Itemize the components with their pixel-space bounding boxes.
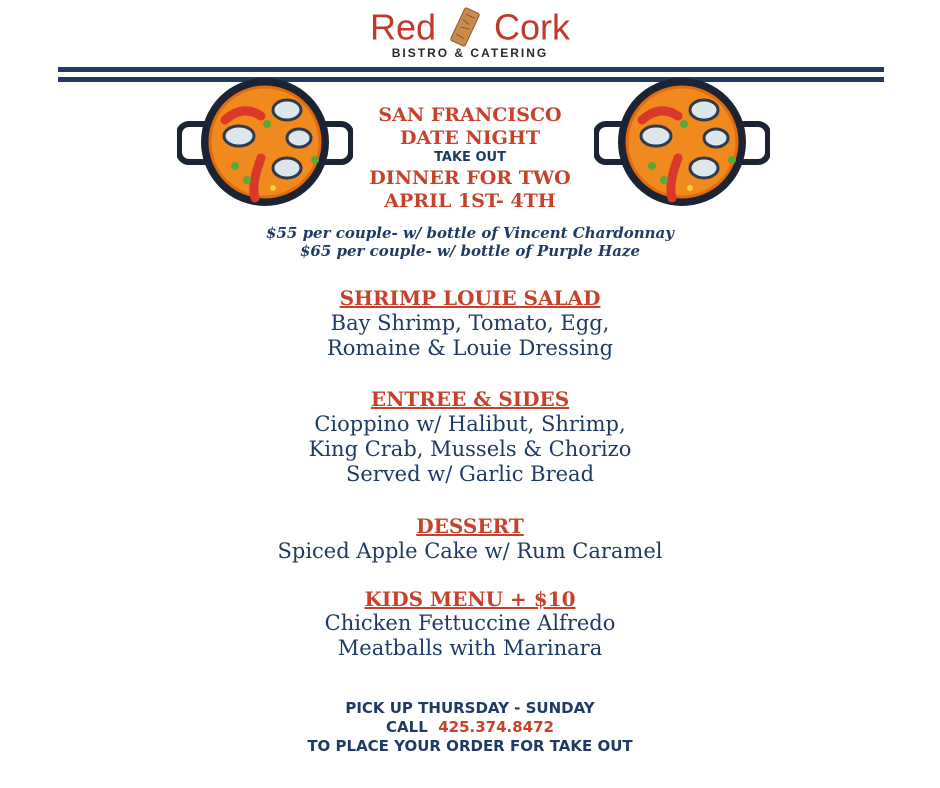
footer-call (0, 718, 940, 736)
logo-subtitle: BISTRO & CATERING (391, 46, 549, 60)
menu-line: Served w/ Garlic Bread (345, 462, 595, 486)
menu-line: Chicken Fettuccine Alfredo (324, 611, 616, 635)
footer-call-label: CALL (386, 718, 428, 736)
logo-word-red: Red (369, 6, 436, 48)
logo-word-cork: Cork (494, 6, 571, 48)
headline-take-out: TAKE OUT (434, 150, 506, 165)
menu-line: Romaine & Louie Dressing (326, 336, 614, 360)
menu-line: King Crab, Mussels & Chorizo (308, 437, 632, 461)
menu-line: Bay Shrimp, Tomato, Egg, (330, 311, 610, 335)
headline-city: SAN FRANCISCO (378, 104, 562, 126)
headline-dinner-for-two: DINNER FOR TWO (369, 167, 571, 189)
footer-pickup: PICK UP THURSDAY - SUNDAY (345, 699, 595, 717)
footer-order: TO PLACE YOUR ORDER FOR TAKE OUT (307, 737, 633, 755)
price-line-chardonnay: $55 per couple- w/ bottle of Vincent Chardonnay (266, 224, 674, 242)
menu-line: Meatballs with Marinara (337, 636, 603, 660)
price-line-purple-haze: $65 per couple- w/ bottle of Purple Haze (299, 242, 640, 260)
menu-line: Cioppino w/ Halibut, Shrimp, (314, 412, 626, 436)
logo (0, 4, 940, 48)
section-title-entree: ENTREE & SIDES (370, 387, 570, 411)
cork-icon (450, 7, 480, 47)
divider-stripe-top (58, 67, 884, 72)
menu-line: Spiced Apple Cake w/ Rum Caramel (277, 539, 663, 563)
phone-number-link[interactable]: 425.374.8472 (438, 718, 554, 736)
headline-date-night: DATE NIGHT (400, 127, 540, 149)
section-title-salad: SHRIMP LOUIE SALAD (339, 286, 601, 310)
headline-dates: APRIL 1ST- 4TH (384, 190, 556, 212)
section-title-kids: KIDS MENU + $10 (364, 587, 576, 611)
section-title-dessert: DESSERT (416, 514, 524, 538)
